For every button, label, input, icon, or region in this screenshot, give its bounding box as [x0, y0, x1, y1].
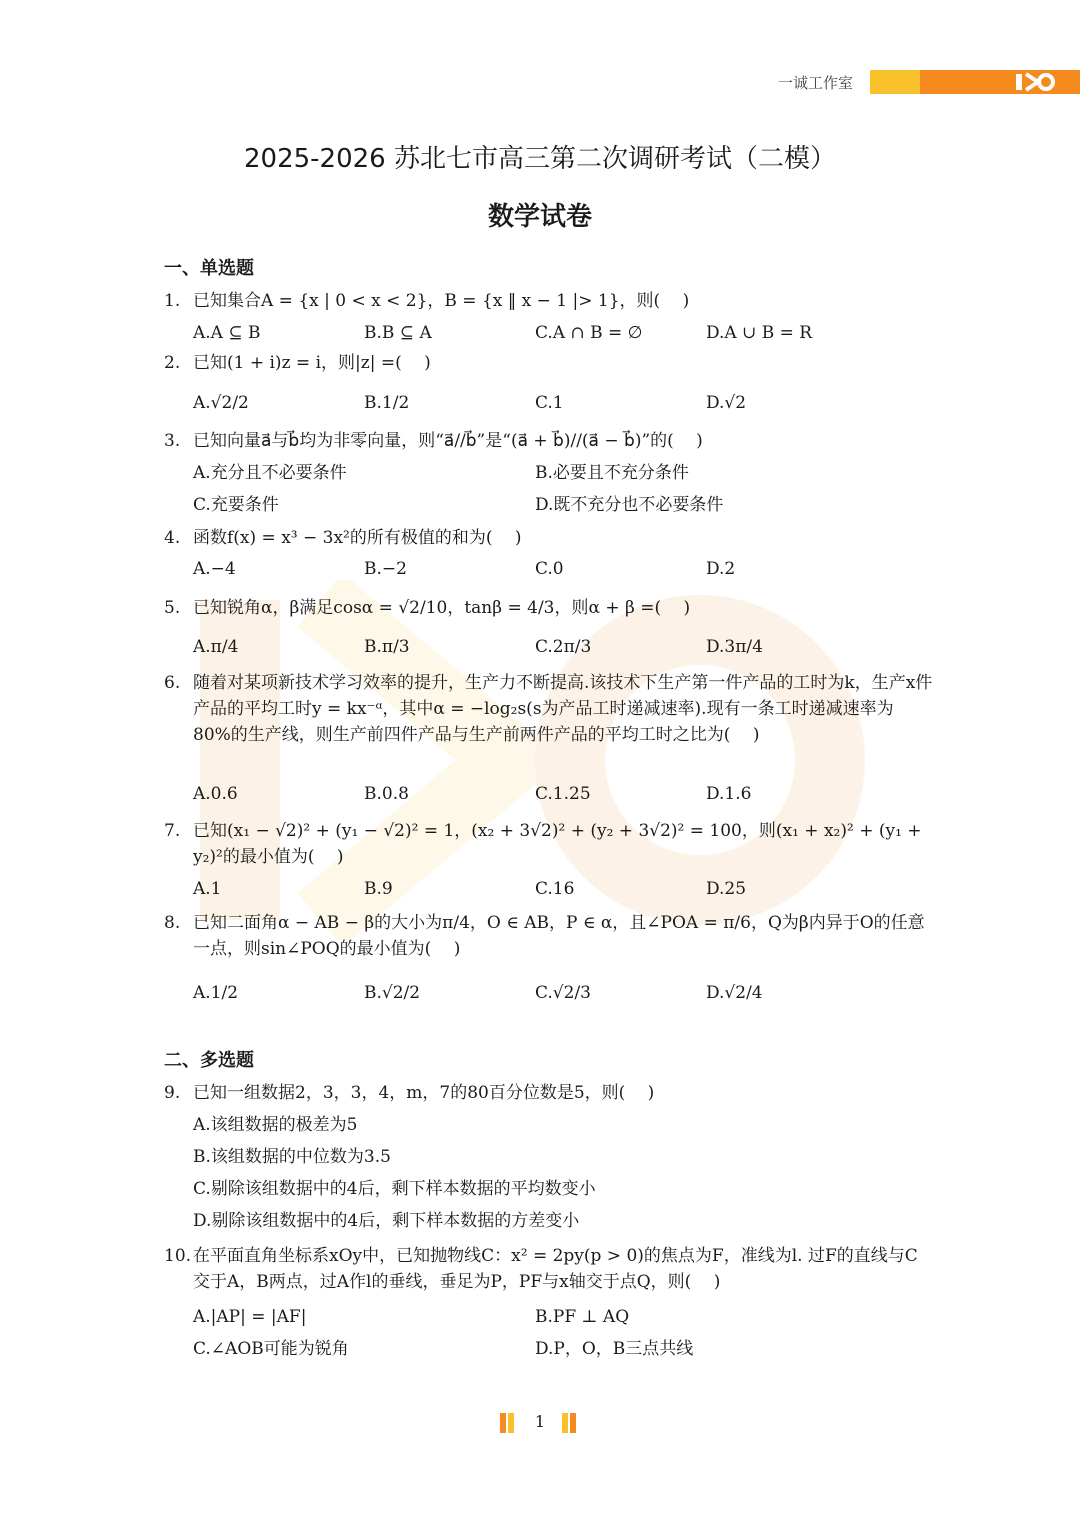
question-number: 5. — [164, 598, 181, 618]
option-a[interactable]: A.π/4 — [193, 637, 239, 657]
brand-logo-icon — [1012, 70, 1058, 94]
question-text: 已知一组数据2，3，3，4，m，7的80百分位数是5，则( ) — [193, 1083, 655, 1103]
option-b[interactable]: B.PF ⊥ AQ — [535, 1307, 630, 1327]
option-c[interactable]: C.充要条件 — [193, 495, 279, 515]
section-single-choice: 一、单选题 — [164, 258, 254, 279]
option-c[interactable]: C.2π/3 — [535, 637, 592, 657]
option-a[interactable]: A.充分且不必要条件 — [193, 463, 347, 483]
question-number: 9. — [164, 1083, 181, 1103]
option-d[interactable]: D.P，O，B三点共线 — [535, 1339, 694, 1359]
question-text: 已知锐角α，β满足cosα = √2/10，tanβ = 4/3，则α + β =( ) — [193, 598, 691, 618]
option-b[interactable]: B.0.8 — [364, 784, 409, 804]
option-a[interactable]: A.0.6 — [193, 784, 238, 804]
option-d[interactable]: D.A ∪ B = R — [706, 323, 813, 343]
option-d[interactable]: D.√2 — [706, 393, 747, 413]
option-d[interactable]: D.剔除该组数据中的4后，剩下样本数据的方差变小 — [193, 1211, 580, 1231]
question-text: 函数f(x) = x³ − 3x²的所有极值的和为( ) — [193, 528, 522, 548]
option-d[interactable]: D.2 — [706, 559, 736, 579]
option-d[interactable]: D.1.6 — [706, 784, 752, 804]
option-a[interactable]: A.A ⊆ B — [193, 323, 261, 343]
header-accent-bar — [870, 70, 920, 94]
question-number: 10. — [164, 1246, 192, 1266]
page-number: 1 — [534, 1412, 546, 1431]
option-d[interactable]: D.既不充分也不必要条件 — [535, 495, 724, 515]
question-text: 在平面直角坐标系xOy中，已知抛物线C：x² = 2py(p > 0)的焦点为F，准线为l. 过F的直线与C交于A，B两点，过A作l的垂线，垂足为P，PF与x轴交于点Q，则( ) — [193, 1246, 918, 1292]
question-number: 4. — [164, 528, 181, 548]
option-a[interactable]: A.|AP| = |AF| — [193, 1307, 307, 1327]
option-c[interactable]: C.1.25 — [535, 784, 591, 804]
question-number: 8. — [164, 913, 181, 933]
option-a[interactable]: A.1 — [193, 879, 222, 899]
section-multiple-choice: 二、多选题 — [164, 1050, 254, 1071]
option-b[interactable]: B.−2 — [364, 559, 407, 579]
studio-name: 一诚工作室 — [778, 74, 854, 92]
option-b[interactable]: B.1/2 — [364, 393, 410, 413]
option-b[interactable]: B.B ⊆ A — [364, 323, 432, 343]
question-text: 已知集合A = {x | 0 < x < 2}，B = {x ‖ x − 1 |> 1}，则( ) — [193, 291, 690, 311]
option-c[interactable]: C.剔除该组数据中的4后，剩下样本数据的平均数变小 — [193, 1179, 596, 1199]
option-b[interactable]: B.9 — [364, 879, 393, 899]
question-number: 6. — [164, 673, 181, 693]
question-number: 2. — [164, 353, 181, 373]
option-d[interactable]: D.3π/4 — [706, 637, 763, 657]
option-a[interactable]: A.−4 — [193, 559, 236, 579]
watermark-logo-icon — [180, 580, 880, 940]
page-marker-right-icon — [562, 1413, 578, 1433]
question-text: 随着对某项新技术学习效率的提升，生产力不断提高.该技术下生产第一件产品的工时为k，生产x件产品的平均工时y = kx⁻ᵅ，其中α = −log₂s(s为产品工时递减速率).现有一条工时递减速率为 80%的生产线，则生产前四件产品与生产前两件产品的平均工时之比为( ) — [193, 673, 933, 745]
question-number: 1. — [164, 291, 181, 311]
question-text: 已知(x₁ − √2)² + (y₁ − √2)² = 1，(x₂ + 3√2)² + (y₂ + 3√2)² = 100，则(x₁ + x₂)² + (y₁ + y₂)²的最小值为( ) — [193, 821, 922, 867]
option-c[interactable]: C.∠AOB可能为锐角 — [193, 1339, 349, 1359]
option-b[interactable]: B.该组数据的中位数为3.5 — [193, 1147, 391, 1167]
option-c[interactable]: C.0 — [535, 559, 564, 579]
question-number: 7. — [164, 821, 181, 841]
exam-title: 2025-2026 苏北七市高三第二次调研考试（二模） — [244, 144, 836, 174]
question-text: 已知(1 + i)z = i，则|z| =( ) — [193, 353, 431, 373]
question-text: 已知向量a⃗与b⃗均为非零向量，则“a⃗//b⃗”是“(a⃗ + b⃗)//(a⃗ − b⃗)”的( ) — [193, 431, 703, 451]
option-c[interactable]: C.A ∩ B = ∅ — [535, 323, 643, 343]
option-b[interactable]: B.√2/2 — [364, 983, 421, 1003]
question-text: 已知二面角α − AB − β的大小为π/4，O ∈ AB，P ∈ α，且∠POA = π/6，Q为β内异于O的任意一点，则sin∠POQ的最小值为( ) — [193, 913, 925, 959]
option-b[interactable]: B.π/3 — [364, 637, 410, 657]
option-a[interactable]: A.√2/2 — [193, 393, 249, 413]
option-a[interactable]: A.该组数据的极差为5 — [193, 1115, 358, 1135]
option-d[interactable]: D.√2/4 — [706, 983, 763, 1003]
question-number: 3. — [164, 431, 181, 451]
option-c[interactable]: C.1 — [535, 393, 564, 413]
option-a[interactable]: A.1/2 — [193, 983, 239, 1003]
option-c[interactable]: C.√2/3 — [535, 983, 591, 1003]
option-c[interactable]: C.16 — [535, 879, 575, 899]
paper-title: 数学试卷 — [487, 202, 592, 232]
option-b[interactable]: B.必要且不充分条件 — [535, 463, 689, 483]
option-d[interactable]: D.25 — [706, 879, 747, 899]
